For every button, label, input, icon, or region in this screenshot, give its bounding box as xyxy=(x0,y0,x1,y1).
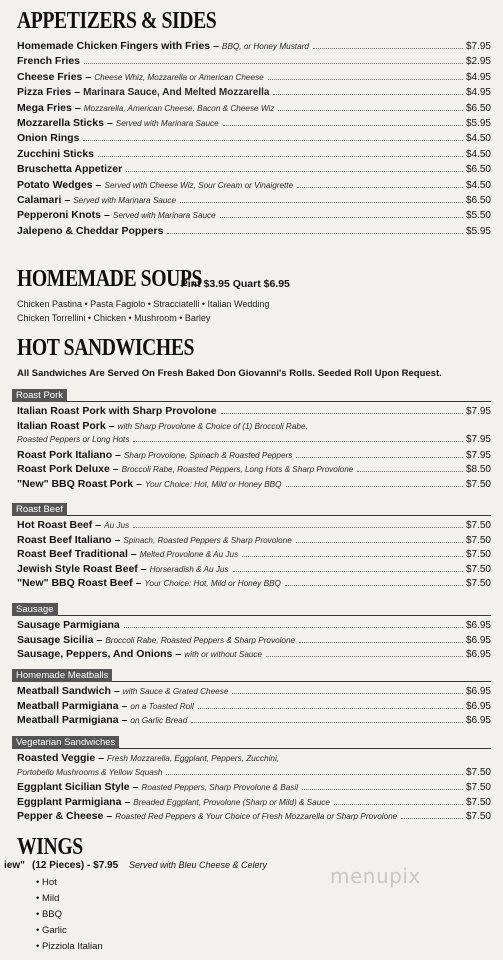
dot-leader xyxy=(223,125,463,126)
wing-flavor: • Mild xyxy=(36,893,60,904)
dash-separator: – xyxy=(112,463,119,476)
item-name: Roasted Veggie xyxy=(17,752,96,764)
item-price: $5.95 xyxy=(465,118,491,129)
item-price: $7.95 xyxy=(465,449,491,461)
item-price: $7.95 xyxy=(465,434,491,446)
item-name: Calamari xyxy=(17,194,62,206)
item-description: Spinach, Roasted Peppers & Sharp Provolone xyxy=(123,535,292,545)
dash-separator: – xyxy=(121,714,128,727)
dot-leader xyxy=(357,471,463,472)
item-description: Sharp Provolone, Spinach & Roasted Peppers xyxy=(123,450,293,460)
item-description: on a Toasted Roll xyxy=(130,701,194,711)
dash-separator: – xyxy=(106,810,113,823)
item-name: Cheese Fries xyxy=(17,70,83,83)
item-description: Marinara Sauce, And Melted Mozzarella xyxy=(83,87,270,99)
item-price: $6.95 xyxy=(465,620,491,631)
menu-item xyxy=(17,713,491,727)
category-tab: Sausage xyxy=(12,603,58,616)
item-name: Italian Roast Pork xyxy=(17,419,106,432)
dot-leader xyxy=(268,79,463,80)
menu-item xyxy=(17,131,491,145)
menu-item xyxy=(17,633,491,647)
dot-leader xyxy=(297,187,463,188)
dot-leader xyxy=(299,642,463,643)
dot-leader xyxy=(191,722,463,723)
dot-leader xyxy=(285,585,463,586)
dash-separator: – xyxy=(124,795,131,808)
item-description: Roasted Red Peppers & Your Choice of Fresh Mozzarella or Sharp Provolone xyxy=(115,812,398,822)
dot-leader xyxy=(296,542,463,543)
item-price: $6.95 xyxy=(465,634,491,646)
dot-leader xyxy=(242,556,463,557)
category-tab: Homemade Meatballs xyxy=(12,669,112,682)
dot-leader xyxy=(124,627,463,628)
dash-separator: – xyxy=(95,519,102,531)
item-description: with or without Sauce xyxy=(184,650,263,660)
item-name: Zucchini Sticks xyxy=(17,147,95,160)
dash-separator: – xyxy=(115,448,121,461)
menu-item xyxy=(17,116,491,130)
item-price: $5.50 xyxy=(465,210,491,222)
item-price: $7.50 xyxy=(465,766,491,778)
wing-flavor: • Pizziola Italian xyxy=(36,941,103,952)
item-name: Italian Roast Pork with Sharp Provolone xyxy=(17,405,217,417)
item-name: Bruschetta Appetizer xyxy=(17,163,123,176)
item-name: Sausage, Peppers, And Onions xyxy=(17,648,173,661)
item-price: $6.50 xyxy=(465,102,491,114)
dash-separator: – xyxy=(114,533,121,546)
item-description: Mozzarella, American Cheese, Bacon & Cheese Wiz xyxy=(83,103,275,113)
menu-item xyxy=(17,809,491,823)
item-price: $4.50 xyxy=(465,133,491,145)
item-name: Mega Fries xyxy=(17,101,72,114)
dash-separator: – xyxy=(96,633,103,646)
item-description: Horseradish & Au Jus xyxy=(149,564,229,574)
item-name: Eggplant Sicilian Style xyxy=(17,781,130,794)
item-description: Roasted Peppers, Sharp Provolone & Basil xyxy=(141,783,299,793)
menu-item xyxy=(17,448,491,462)
menu-item xyxy=(17,101,491,115)
dot-leader xyxy=(180,202,463,203)
dot-leader xyxy=(401,818,463,819)
appetizers-title: APPETIZERS & SIDES xyxy=(17,8,217,34)
menu-item xyxy=(17,224,491,238)
item-name: Homemade Chicken Fingers with Fries xyxy=(17,40,211,52)
item-name: Potato Wedges xyxy=(17,178,93,191)
dot-leader xyxy=(98,156,463,157)
category-tab: Roast Beef xyxy=(12,503,67,516)
menu-item xyxy=(17,562,491,576)
item-name: Jalepeno & Cheddar Poppers xyxy=(17,224,164,237)
dash-separator: – xyxy=(132,781,139,794)
dash-separator: – xyxy=(213,40,219,52)
item-description: on Garlic Bread xyxy=(130,716,188,726)
item-description: Roasted Peppers or Long Hots xyxy=(17,435,130,445)
dot-leader xyxy=(198,708,463,709)
menu-item xyxy=(17,193,491,207)
item-price: $8.50 xyxy=(465,464,491,476)
item-description: Portobello Mushrooms & Yellow Squash xyxy=(17,767,163,777)
item-name: Roast Pork Deluxe xyxy=(17,463,110,476)
menu-item xyxy=(17,70,491,84)
dash-separator: – xyxy=(95,178,102,191)
dash-separator: – xyxy=(121,699,128,712)
item-price: $6.50 xyxy=(465,195,491,206)
item-price: $7.50 xyxy=(465,520,491,531)
item-price: $6.95 xyxy=(465,686,491,697)
item-description: Your Choice: Hot, Mild or Honey BBQ xyxy=(144,579,281,589)
wings-served: Served with Bleu Cheese & Celery xyxy=(128,860,268,870)
item-price: $6.50 xyxy=(465,164,491,176)
item-price: $7.95 xyxy=(465,41,491,52)
dash-separator: – xyxy=(74,101,81,114)
dash-separator: – xyxy=(136,478,142,490)
dot-leader xyxy=(167,233,463,234)
item-price: $5.95 xyxy=(465,225,491,237)
hot-sandwiches-title: HOT SANDWICHES xyxy=(17,335,195,361)
dash-separator: – xyxy=(130,548,137,561)
item-price: $7.50 xyxy=(465,578,491,590)
item-price: $4.50 xyxy=(465,179,491,191)
item-name: Eggplant Parmigiana xyxy=(17,795,122,808)
dash-separator: – xyxy=(140,562,147,575)
menu-item xyxy=(17,684,491,698)
item-price: $4.95 xyxy=(465,87,491,99)
item-description: Served with Marinara Sauce xyxy=(115,119,219,128)
soups-line-1: Chicken Pastina • Pasta Fagiolo • Stracciatelli • Italian Wedding xyxy=(17,299,270,309)
dot-leader xyxy=(166,774,462,775)
dash-separator: – xyxy=(98,752,105,764)
menu-item xyxy=(17,477,491,491)
menu-item xyxy=(17,795,491,809)
category-tab: Roast Pork xyxy=(12,389,67,402)
item-price: $4.95 xyxy=(465,71,491,83)
menu-item xyxy=(17,54,491,68)
watermark: menupix xyxy=(330,864,421,888)
item-description: Served with Marinara Sauce xyxy=(73,196,177,205)
dot-leader xyxy=(286,486,463,487)
menu-item xyxy=(17,85,491,99)
menu-item xyxy=(17,766,491,780)
wing-flavor: • BBQ xyxy=(36,909,63,920)
item-name: "New" BBQ Roast Pork xyxy=(17,478,134,490)
menu-item xyxy=(17,647,491,661)
dash-separator: – xyxy=(106,117,113,129)
soups-line-2: Chicken Torrellini • Chicken • Mushroom • Barley xyxy=(17,313,211,323)
item-name: Pepperoni Knots xyxy=(17,209,102,222)
item-name: Roast Beef Italiano xyxy=(17,533,112,546)
wings-count-price: (12 Pieces) - $7.95 xyxy=(32,860,119,871)
dash-separator: – xyxy=(113,685,120,697)
item-name: Meatball Sandwich xyxy=(17,685,111,697)
item-name: Meatball Parmigiana xyxy=(17,699,119,712)
item-description: Served with Cheese Wiz, Sour Cream or Vinaigrette xyxy=(104,180,294,190)
wings-lead: iew" xyxy=(4,860,25,871)
item-description: Your Choice: Hot, Mild or Honey BBQ xyxy=(145,480,282,489)
item-description: Cheese Whiz, Mozzarella or American Cheese xyxy=(94,72,264,82)
item-name: Jewish Style Roast Beef xyxy=(17,562,138,575)
dot-leader xyxy=(313,48,463,49)
menu-item xyxy=(17,462,491,476)
dot-leader xyxy=(273,94,462,95)
dot-leader xyxy=(83,140,463,141)
item-name: Sausage Sicilia xyxy=(17,633,94,646)
menu-item xyxy=(17,433,491,447)
dash-separator: – xyxy=(64,194,71,206)
dot-leader xyxy=(84,63,463,64)
section-rule xyxy=(12,515,491,516)
item-price: $2.95 xyxy=(465,56,491,68)
dot-leader xyxy=(296,457,463,458)
item-description: Fresh Mozzarella, Eggplant, Peppers, Zucchini, xyxy=(107,754,280,763)
menu-item xyxy=(17,178,491,192)
item-price: $7.95 xyxy=(465,406,491,417)
dash-separator: – xyxy=(104,209,110,222)
item-price: $7.50 xyxy=(465,811,491,823)
item-name: French Fries xyxy=(17,55,81,68)
menu-item xyxy=(17,147,491,161)
item-name: Meatball Parmigiana xyxy=(17,714,119,727)
soups-title: HOMEMADE SOUPS xyxy=(17,266,203,292)
item-price: $7.50 xyxy=(465,782,491,794)
menu-item xyxy=(17,699,491,713)
dot-leader xyxy=(232,693,463,694)
wings-title: WINGS xyxy=(17,834,83,860)
menu-item xyxy=(17,751,491,765)
menu-item xyxy=(17,518,491,532)
wing-flavor: • Hot xyxy=(36,877,57,888)
dot-leader xyxy=(133,527,463,528)
dot-leader xyxy=(266,656,463,657)
item-name: Pizza Fries xyxy=(17,86,72,99)
hot-sandwiches-note: All Sandwiches Are Served On Fresh Baked Don Giovanni's Rolls. Seeded Roll Upon Request. xyxy=(17,368,442,379)
dash-separator: – xyxy=(175,648,182,661)
item-description: Melted Provolone & Au Jus xyxy=(139,550,239,560)
menu-item xyxy=(17,208,491,222)
item-price: $6.95 xyxy=(465,700,491,712)
wings-price-line xyxy=(32,860,267,871)
dash-separator: – xyxy=(85,70,92,83)
dash-separator: – xyxy=(74,86,81,99)
menu-item xyxy=(17,618,491,632)
dot-leader xyxy=(221,413,463,414)
dash-separator: – xyxy=(108,419,115,432)
dot-leader xyxy=(133,441,463,442)
section-rule xyxy=(12,615,491,616)
dash-separator: – xyxy=(135,577,142,590)
item-name: Roast Beef Traditional xyxy=(17,548,128,561)
dot-leader xyxy=(278,110,463,111)
dot-leader xyxy=(126,171,463,172)
item-name: Hot Roast Beef xyxy=(17,519,93,531)
item-description: BBQ, or Honey Mustard xyxy=(221,42,309,51)
item-price: $7.50 xyxy=(465,796,491,808)
item-price: $6.95 xyxy=(465,715,491,727)
item-description: Served with Marinara Sauce xyxy=(112,211,216,221)
menu-item xyxy=(17,162,491,176)
item-description: Breaded Eggplant, Provolone (Sharp or Mild) & Sauce xyxy=(133,797,330,807)
menu-item xyxy=(17,576,491,590)
menu-item xyxy=(17,39,491,53)
item-name: Onion Rings xyxy=(17,132,80,145)
item-price: $4.50 xyxy=(465,148,491,160)
soups-price: – Pint $3.95 Quart $6.95 xyxy=(172,278,290,290)
item-description: Broccoli Rabe, Roasted Peppers & Sharp Provolone xyxy=(105,635,296,645)
item-price: $7.50 xyxy=(465,479,491,490)
dot-leader xyxy=(302,789,463,790)
dot-leader xyxy=(220,217,463,218)
dot-leader xyxy=(233,571,463,572)
item-description: Au Jus xyxy=(104,521,130,530)
category-tab: Vegetarian Sandwiches xyxy=(12,736,119,749)
item-description: with Sauce & Grated Cheese xyxy=(122,687,229,696)
item-name: Pepper & Cheese xyxy=(17,810,104,823)
item-price: $7.50 xyxy=(465,534,491,546)
item-name: Sausage Parmigiana xyxy=(17,619,120,631)
menu-item xyxy=(17,419,491,433)
dot-leader xyxy=(334,804,463,805)
item-name: Roast Pork Italiano xyxy=(17,448,113,461)
wing-flavor: • Garlic xyxy=(36,925,67,936)
menu-item xyxy=(17,404,491,418)
item-description: with Sharp Provolone & Choice of (1) Broccoli Rabe, xyxy=(117,421,308,431)
section-rule xyxy=(12,401,491,402)
item-price: $7.50 xyxy=(465,563,491,575)
item-price: $6.95 xyxy=(465,649,491,661)
item-name: "New" BBQ Roast Beef xyxy=(17,577,133,590)
wing-flavor-list xyxy=(36,875,103,955)
menu-item xyxy=(17,547,491,561)
item-description: Broccoli Rabe, Roasted Peppers, Long Hots & Sharp Provolone xyxy=(121,465,354,475)
item-price: $7.50 xyxy=(465,549,491,561)
menu-item xyxy=(17,780,491,794)
menu-item xyxy=(17,533,491,547)
item-name: Mozzarella Sticks xyxy=(17,117,104,129)
